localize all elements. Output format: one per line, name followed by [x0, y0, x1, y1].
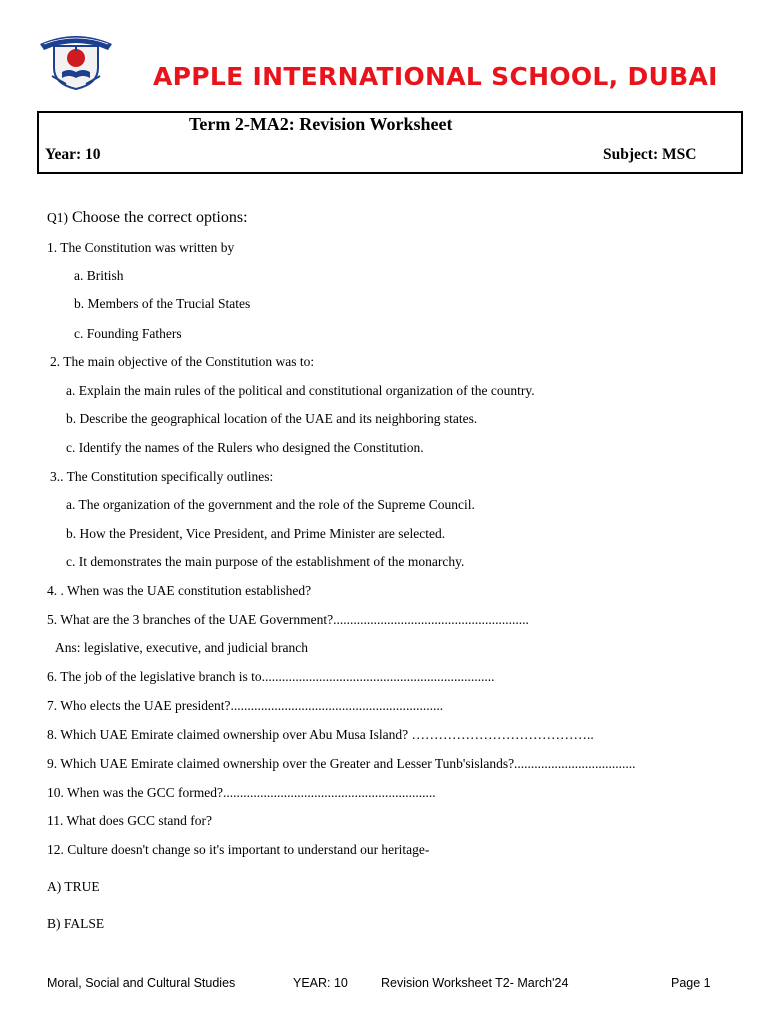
footer-year: YEAR: 10: [293, 976, 348, 990]
question-line: 4. . When was the UAE constitution established?: [47, 583, 312, 598]
question-line: 3.. The Constitution specifically outlines:: [50, 469, 274, 484]
answer-line: Ans: legislative, executive, and judicial branch: [55, 640, 309, 655]
question-instruction: Choose the correct options:: [68, 209, 248, 226]
worksheet-title: Term 2-MA2: Revision Worksheet: [189, 114, 453, 134]
footer-worksheet: Revision Worksheet T2- March'24: [381, 976, 569, 990]
question-number: Q1): [47, 210, 68, 225]
subject-label: Subject: MSC: [603, 146, 697, 163]
footer-course: Moral, Social and Cultural Studies: [47, 976, 236, 990]
question-line: 6. The job of the legislative branch is to.....................................................................: [47, 669, 495, 684]
year-label: Year: 10: [45, 146, 101, 163]
choice-false: B) FALSE: [47, 916, 105, 931]
question-line: 2. The main objective of the Constitution was to:: [50, 354, 315, 369]
school-logo: [38, 30, 114, 90]
option-line: a. Explain the main rules of the political and constitutional organization of the country.: [66, 383, 535, 398]
option-line: b. Describe the geographical location of the UAE and its neighboring states.: [66, 411, 478, 426]
option-line: a. The organization of the government and the role of the Supreme Council.: [66, 497, 475, 512]
option-line: b. How the President, Vice President, and Prime Minister are selected.: [66, 526, 446, 541]
footer-page: Page 1: [671, 976, 711, 990]
question-line: 11. What does GCC stand for?: [47, 813, 212, 828]
question-line: 1. The Constitution was written by: [47, 240, 235, 255]
question-line: 5. What are the 3 branches of the UAE Government?..........................................................: [47, 612, 529, 627]
question-line: 10. When was the GCC formed?...............................................................: [47, 785, 436, 800]
question-line: 8. Which UAE Emirate claimed ownership over Abu Musa Island? …………………………………..: [47, 727, 594, 742]
option-line: b. Members of the Trucial States: [74, 296, 251, 311]
question-line: 12. Culture doesn't change so it's important to understand our heritage-: [47, 842, 430, 857]
option-line: a. British: [74, 268, 124, 283]
choice-true: A) TRUE: [47, 879, 100, 894]
school-name: APPLE INTERNATIONAL SCHOOL, DUBAI: [153, 62, 718, 91]
option-line: c. It demonstrates the main purpose of the establishment of the monarchy.: [66, 554, 465, 569]
option-line: c. Founding Fathers: [74, 326, 182, 341]
option-line: c. Identify the names of the Rulers who designed the Constitution.: [66, 440, 424, 455]
question-line: 9. Which UAE Emirate claimed ownership over the Greater and Lesser Tunb'sislands?....................................: [47, 756, 636, 771]
question-line: 7. Who elects the UAE president?...............................................................: [47, 698, 444, 713]
question-heading: [47, 209, 248, 227]
